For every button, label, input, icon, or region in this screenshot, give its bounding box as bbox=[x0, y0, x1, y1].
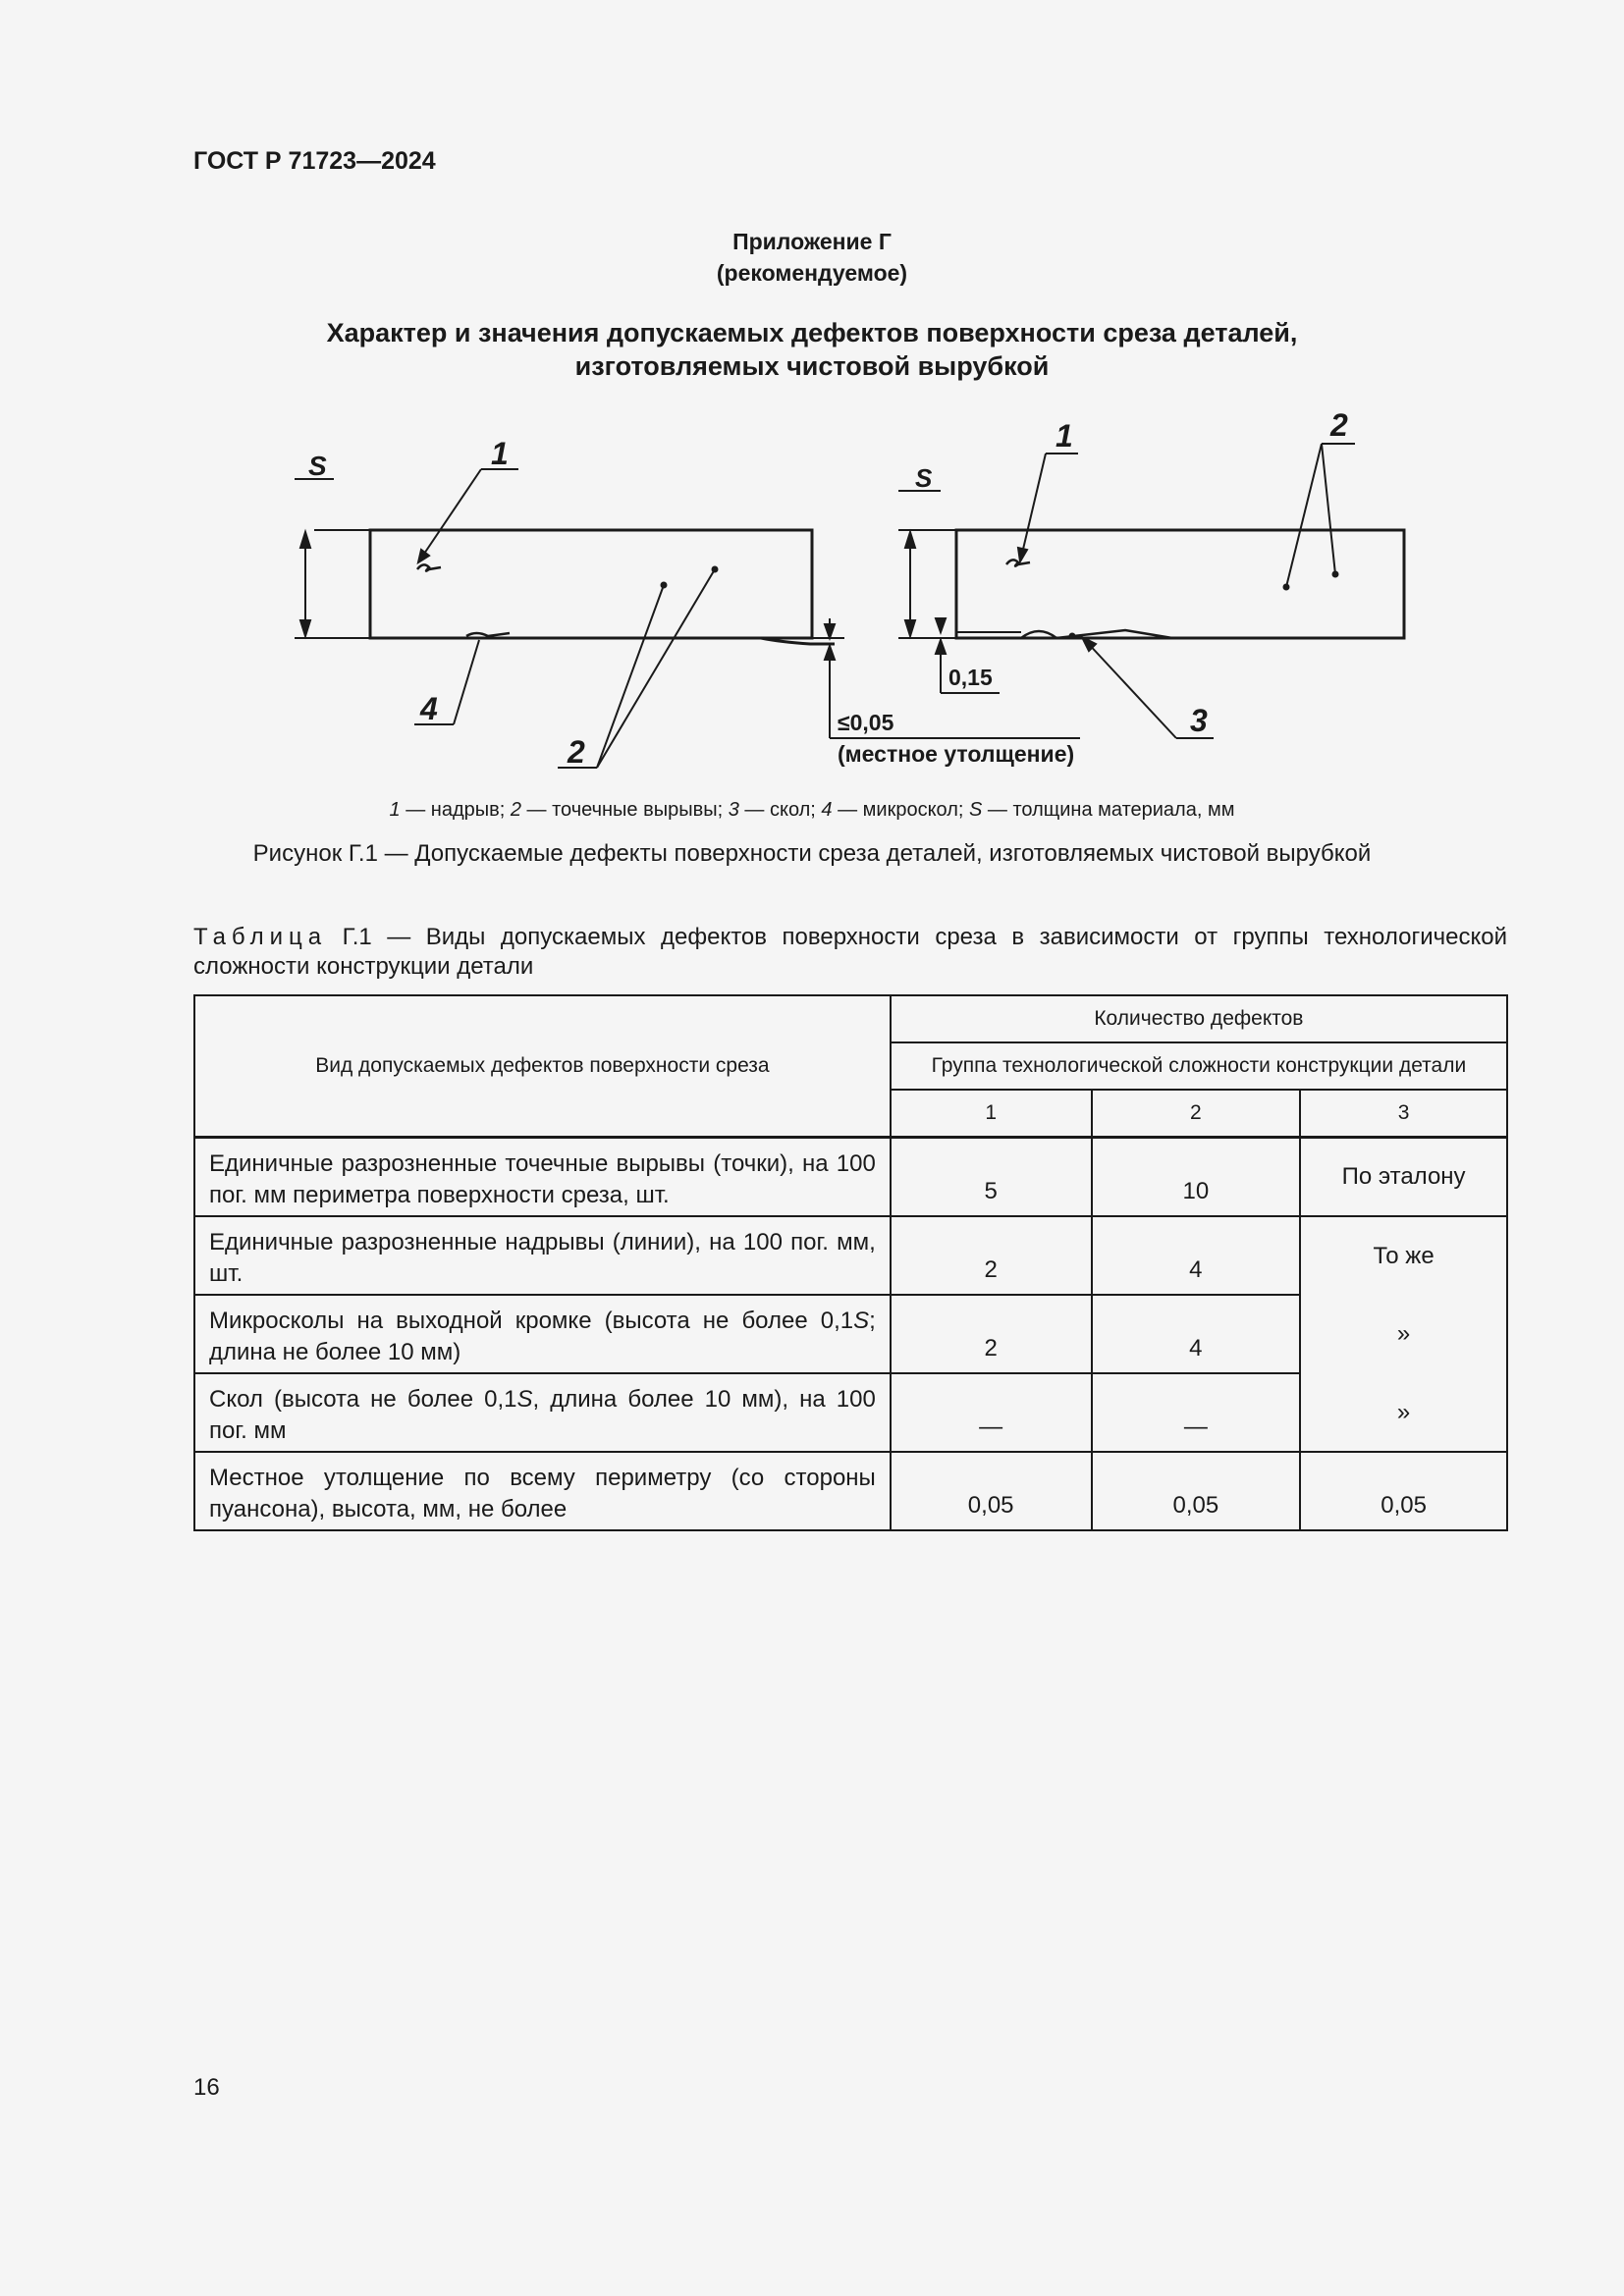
appendix-status: (рекомендуемое) bbox=[716, 260, 908, 286]
row-group-1-value: 5 bbox=[891, 1138, 1092, 1217]
row-group-2-value: 4 bbox=[1092, 1295, 1301, 1373]
dimension-005: ≤0,05 bbox=[838, 710, 894, 735]
section-title-line2: изготовляемых чистовой вырубкой bbox=[574, 351, 1050, 381]
row-group-1-value: 2 bbox=[891, 1295, 1092, 1373]
defects-figure bbox=[0, 402, 1624, 795]
left-part-section bbox=[370, 530, 812, 638]
table-header-group-3: 3 bbox=[1300, 1090, 1507, 1138]
table-header-group-2: 2 bbox=[1092, 1090, 1301, 1138]
table-header-defect-type: Вид допускаемых дефектов поверхности среза bbox=[194, 995, 891, 1138]
row-group-2-value: 0,05 bbox=[1092, 1452, 1301, 1530]
defects-table bbox=[193, 994, 1508, 1531]
document-code: ГОСТ Р 71723—2024 bbox=[193, 147, 436, 175]
table-row bbox=[194, 1216, 1507, 1295]
row-group-2-value: 10 bbox=[1092, 1138, 1301, 1217]
figure-caption: Рисунок Г.1 — Допускаемые дефекты поверхности среза деталей, изготовляемых чистовой вырубкой bbox=[252, 840, 1372, 867]
table-row bbox=[194, 1373, 1507, 1452]
row-group-3-value: » bbox=[1300, 1295, 1507, 1373]
row-description: Местное утолщение по всему периметру (со стороны пуансона), высота, мм, не более bbox=[194, 1452, 891, 1530]
callout-4: 4 bbox=[420, 691, 438, 726]
row-description: Скол (высота не более 0,1S, длина более 10 мм), на 100 пог. мм bbox=[194, 1373, 891, 1452]
callout-1-right: 1 bbox=[1056, 418, 1073, 454]
row-group-3-value: 0,05 bbox=[1300, 1452, 1507, 1530]
appendix-title: Приложение Г bbox=[732, 229, 892, 254]
page-number: 16 bbox=[193, 2074, 220, 2101]
table-header-group-1: 1 bbox=[891, 1090, 1092, 1138]
table-caption-prefix: Таблица bbox=[193, 924, 328, 950]
callout-2-right: 2 bbox=[1330, 407, 1348, 443]
row-group-1-value: 0,05 bbox=[891, 1452, 1092, 1530]
table-header-defect-count: Количество дефектов bbox=[891, 995, 1507, 1042]
row-group-1-value: 2 bbox=[891, 1216, 1092, 1295]
table-caption bbox=[193, 923, 1507, 982]
section-title-line1: Характер и значения допускаемых дефектов поверхности среза деталей, bbox=[326, 318, 1298, 347]
table-row bbox=[194, 1138, 1507, 1217]
figure-legend: 1 — надрыв; 2 — точечные вырывы; 3 — скол; 4 — микроскол; S — толщина материала, мм bbox=[389, 799, 1235, 821]
row-group-3-value: То же bbox=[1300, 1216, 1507, 1295]
s-label-right: S bbox=[915, 463, 933, 493]
section-title bbox=[0, 316, 1624, 383]
table-header-complexity-group: Группа технологической сложности конструкции детали bbox=[891, 1042, 1507, 1090]
s-label-left: S bbox=[308, 451, 327, 481]
row-group-3-value: » bbox=[1300, 1373, 1507, 1452]
row-group-2-value: 4 bbox=[1092, 1216, 1301, 1295]
table-row bbox=[194, 1452, 1507, 1530]
row-description: Единичные разрозненные надрывы (линии), на 100 пог. мм, шт. bbox=[194, 1216, 891, 1295]
row-group-3-value: По эталону bbox=[1300, 1138, 1507, 1217]
appendix-heading bbox=[0, 226, 1624, 289]
table-row bbox=[194, 1295, 1507, 1373]
table-caption-text: Г.1 — Виды допускаемых дефектов поверхности среза в зависимости от группы технологической сложности конструкции детали bbox=[193, 924, 1507, 980]
dimension-015: 0,15 bbox=[948, 665, 993, 690]
row-group-1-value: — bbox=[891, 1373, 1092, 1452]
callout-1-left: 1 bbox=[491, 436, 509, 471]
row-group-2-value: — bbox=[1092, 1373, 1301, 1452]
callout-3: 3 bbox=[1190, 703, 1208, 738]
row-description: Микросколы на выходной кромке (высота не более 0,1S; длина не более 10 мм) bbox=[194, 1295, 891, 1373]
callout-2-left: 2 bbox=[568, 734, 585, 770]
local-thickening-label: (местное утолщение) bbox=[838, 741, 1075, 767]
row-description: Единичные разрозненные точечные вырывы (точки), на 100 пог. мм периметра поверхности среза, шт. bbox=[194, 1138, 891, 1217]
